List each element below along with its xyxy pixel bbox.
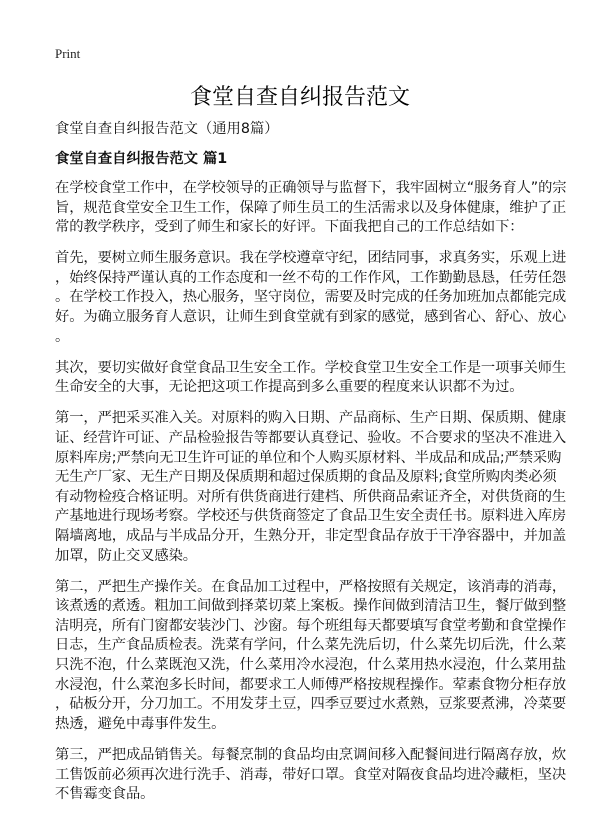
paragraph-line: 常的教学秩序，受到了师生和家长的好评。下面我把自己的工作总结如下： <box>55 219 524 236</box>
document-subtitle: 食堂自查自纠报告范文（通用8篇） <box>55 121 279 137</box>
paragraph-line: 首先，要树立师生服务意识。我在学校遵章守纪，团结同事，求真务实，乐观上进 <box>55 250 567 267</box>
paragraph-line: 原料库房;严禁向无卫生许可证的单位和个人购买原材料、半成品和成品;严禁采购 <box>55 449 562 466</box>
paragraph-line: 热透，避免中毒事件发生。 <box>55 715 226 732</box>
paragraph-line: 在学校食堂工作中，在学校领导的正确领导与监督下，我牢固树立“服务育人”的宗 <box>55 180 567 196</box>
paragraph-line: 日志，生产食品质检表。洗菜有学问，什么菜先洗后切，什么菜先切后洗，什么菜 <box>55 637 567 654</box>
print-label: Print <box>55 46 81 61</box>
paragraph-line: ，砧板分开，分刀加工。不用发芽土豆，四季豆要过水煮熟，豆浆要煮沸，冷菜要 <box>55 696 567 713</box>
paragraph-line: 。 <box>55 328 70 345</box>
paragraph-line: 产基地进行现场考察。学校还与供货商签定了食品卫生安全责任书。原料进入库房 <box>55 508 567 525</box>
paragraph-line: 水浸泡，什么菜泡多长时间，都要求工人师傅严格按规程操作。荤素食物分柜存放 <box>55 676 567 693</box>
paragraph-line: 无生产厂家、无生产日期及保质期和超过保质期的食品及原料;食堂所购肉类必须 <box>55 469 557 486</box>
paragraph-line: 工售饭前必须再次进行洗手、消毒，带好口罩。食堂对隔夜食品均进冷藏柜，坚决 <box>55 766 567 783</box>
paragraph-line: 第二，严把生产操作关。在食品加工过程中，严格按照有关规定，该消毒的消毒， <box>55 578 567 595</box>
paragraph-line: 有动物检疫合格证明。对所有供货商进行建档、所供商品索证齐全，对供货商的生 <box>55 488 567 505</box>
page-title: 食堂自查自纠报告范文 <box>189 85 410 110</box>
paragraph-line: 其次，要切实做好食堂食品卫生安全工作。学校食堂卫生安全工作是一项事关师生 <box>55 359 567 376</box>
paragraph-line: 第三，严把成品销售关。每餐烹制的食品均由烹调间移入配餐间进行隔离存放，炊 <box>55 746 567 763</box>
paragraph <box>55 746 567 805</box>
paragraph-line: 加罩，防止交叉感染。 <box>55 547 197 564</box>
paragraph-line: 该煮透的煮透。粗加工间做到择菜切菜上案板。操作间做到清洁卫生，餐厅做到整 <box>55 598 567 615</box>
paragraph <box>55 359 567 398</box>
paragraph <box>55 179 567 238</box>
section-heading: 食堂自查自纠报告范文 篇1 <box>55 151 228 167</box>
paragraph-list <box>55 179 567 805</box>
paragraph <box>55 249 567 347</box>
paragraph-line: 生命安全的大事，无论把这项工作提高到多么重要的程度来认识都不为过。 <box>55 379 524 396</box>
document-body <box>55 119 567 816</box>
paragraph-line: 。在学校工作投入，热心服务，坚守岗位，需要及时完成的任务加班加点都能完成 <box>55 289 567 306</box>
paragraph <box>55 409 567 566</box>
paragraph-line: 不售霉变食品。 <box>55 786 155 803</box>
paragraph-line: 第一，严把采买准入关。对原料的购入日期、产品商标、生产日期、保质期、健康 <box>55 410 567 427</box>
paragraph-line: 证、经营许可证、产品检验报告等都要认真登记、验收。不合要求的坚决不准进入 <box>55 430 567 447</box>
paragraph-line: 只洗不泡，什么菜既泡又洗，什么菜用冷水浸泡，什么菜用热水浸泡，什么菜用盐 <box>55 657 567 674</box>
paragraph-line: 好。为确立服务育人意识，让师生到食堂就有到家的感觉，感到省心、舒心、放心 <box>55 309 567 326</box>
paragraph <box>55 578 567 735</box>
paragraph-line: ，始终保持严谨认真的工作态度和一丝不苟的工作作风，工作勤勤恳恳，任劳任怨 <box>55 269 567 286</box>
paragraph-line: 旨，规范食堂安全卫生工作，保障了师生员工的生活需求以及身体健康，维护了正 <box>55 199 567 216</box>
paragraph-line: 洁明亮，所有门窗都安装沙门、沙窗。每个班组每天都要填写食堂考勤和食堂操作 <box>55 617 567 634</box>
paragraph-line: 隔墙离地，成品与半成品分开，生熟分开，非定型食品存放于干净容器中，并加盖 <box>55 528 567 544</box>
